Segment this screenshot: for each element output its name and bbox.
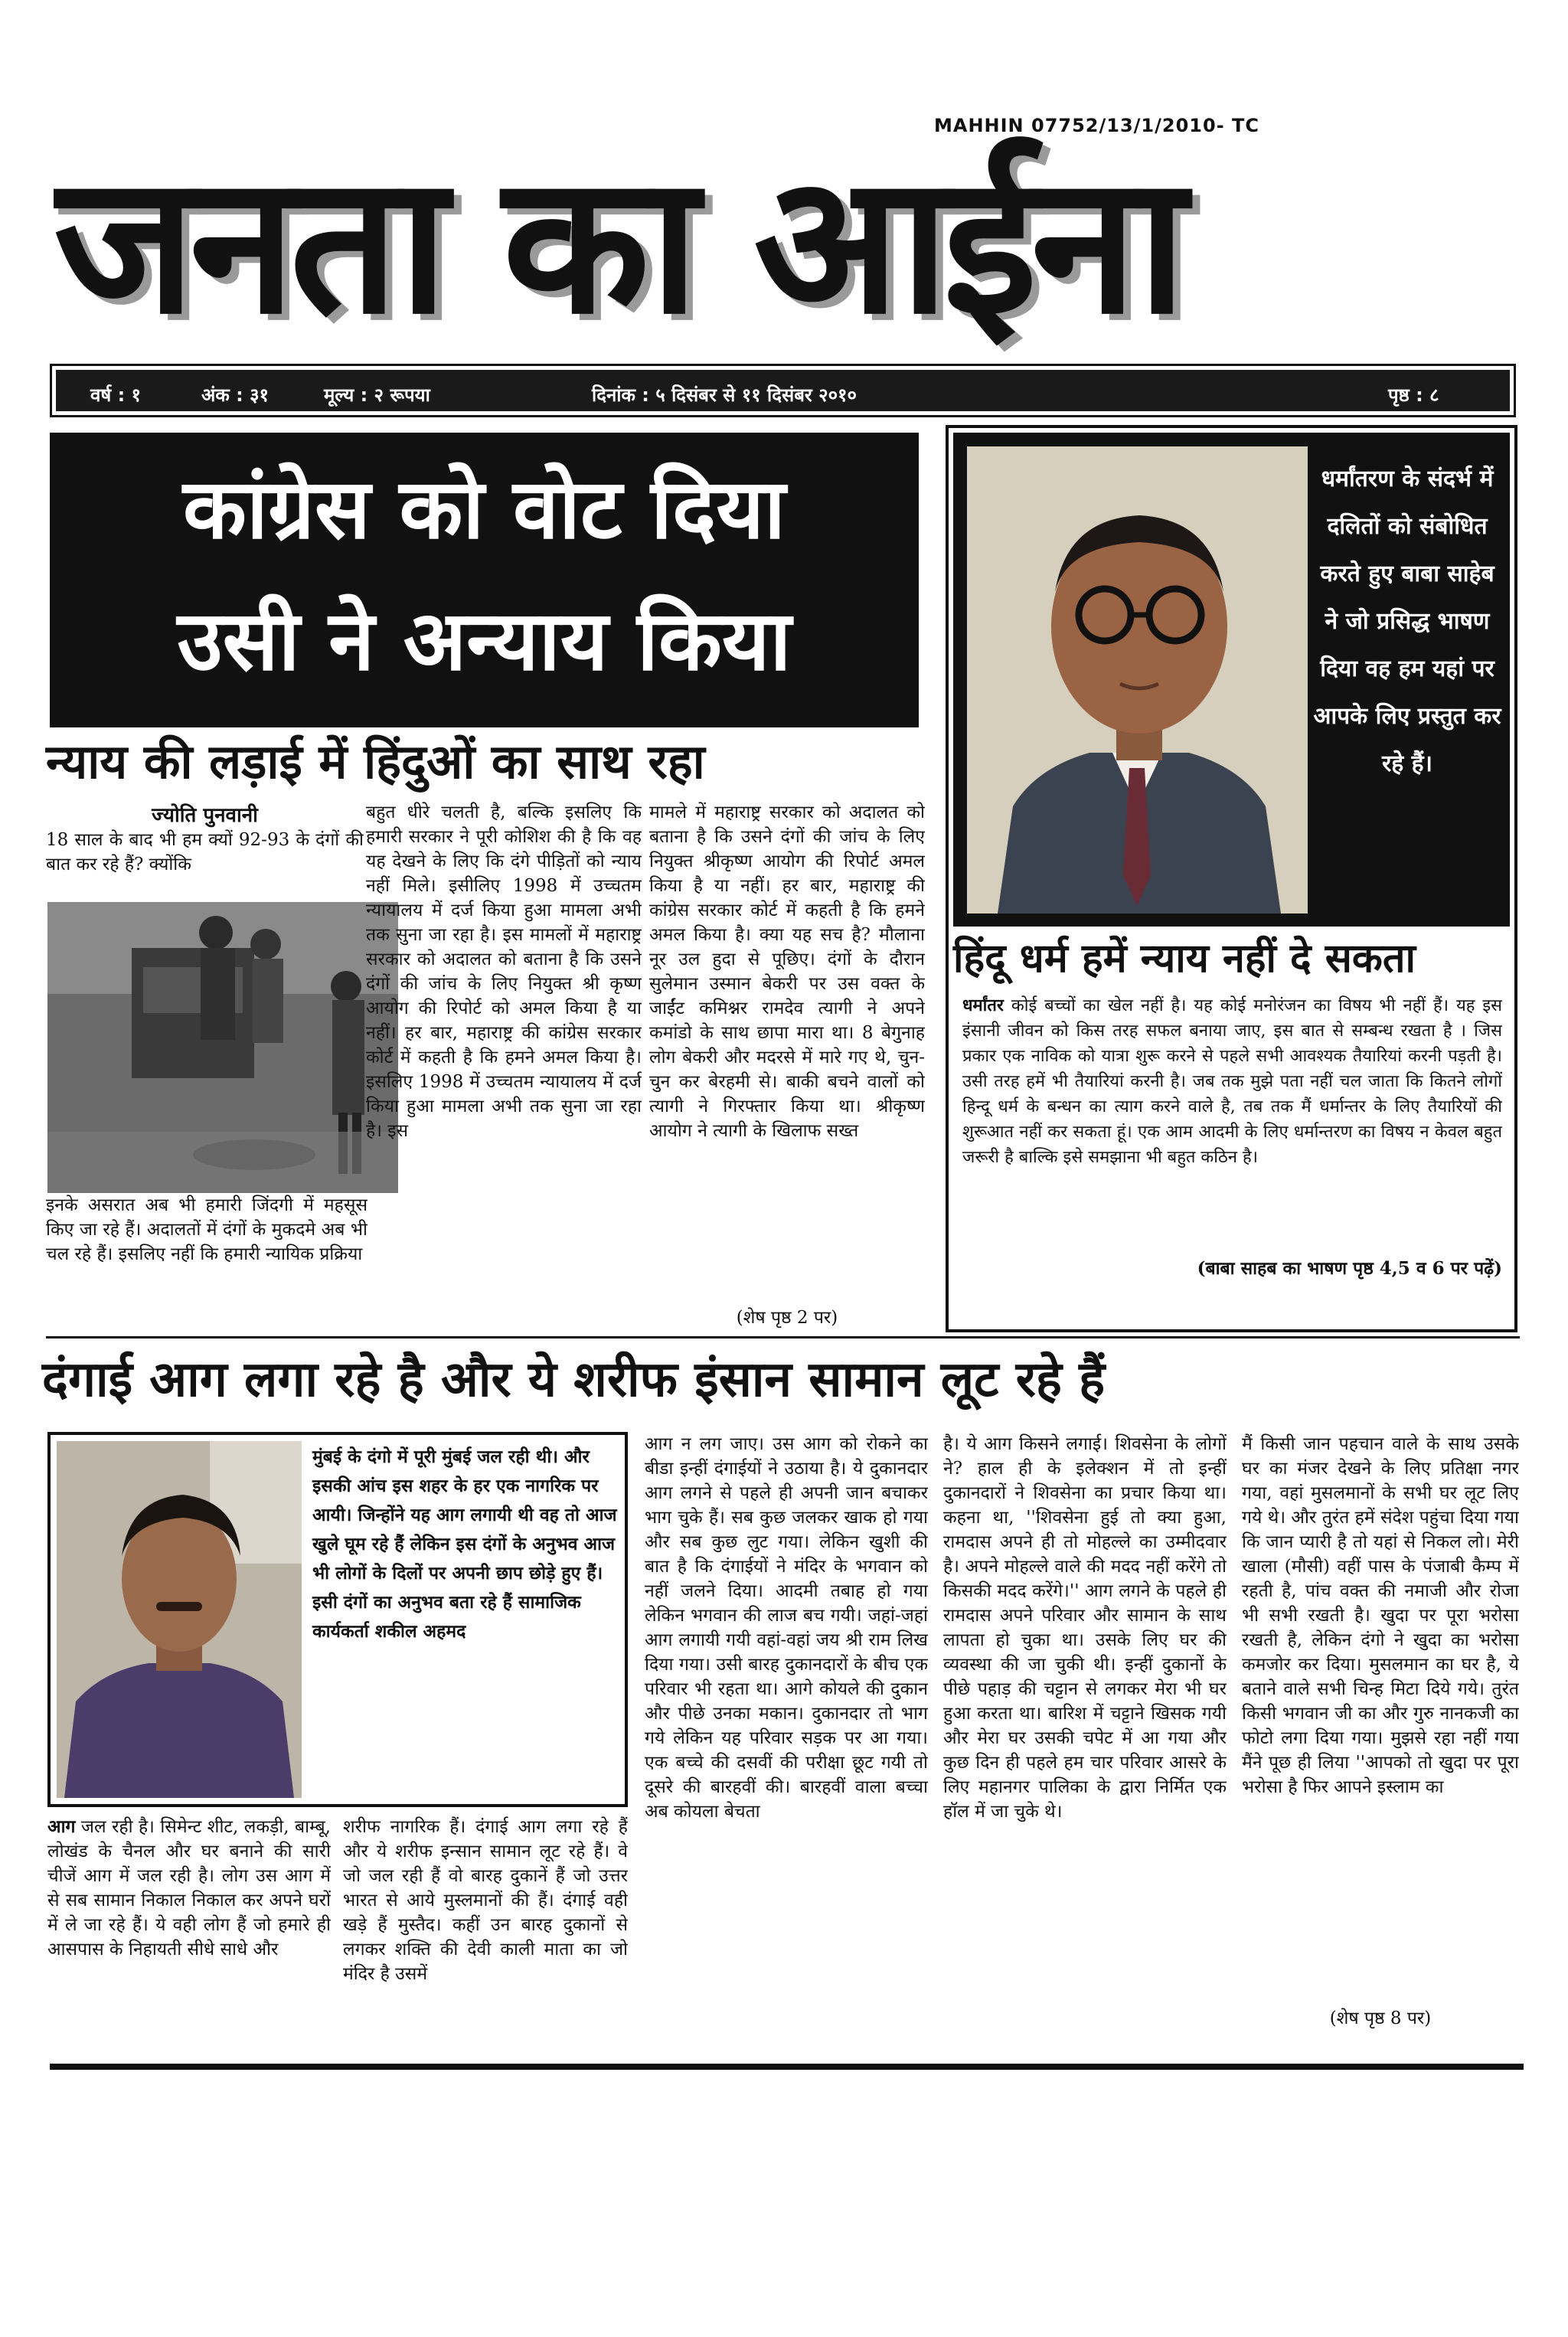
lead-word: धर्मांतर — [962, 995, 1004, 1015]
article-text: मैं किसी जान पहचान वाले के साथ उसके घर का मंजर देखने के लिए प्रतिक्षा नगर गया, वहां मुसलमानों के सभी घर लूट लिए गये थे। और तुरंत हमें संदेश पहुंचा दिया गया कि जान प्यारी है तो यहां से निकल लो। मेरी खाला (मौसी) वहीं पास के पंजाबी कैम्प में रहती है, पांच वक्त की नमाजी और रोजा भी सभी रखती है। खुदा पर पूरा भरोसा रखती है, लेकिन दंगो ने खुदा का भरोसा कमजोर कर दिया। मुसलमान का घर है, ये बताने वाले सभी चिन्ह मिटा दिये गये। तुरंत किसी भगवान जी का और गुरु नानकजी का फोटो लगा दिया गया। मुझसे रहा नहीं गया मैंने पूछ ही लिया ''आपको तो खुदा पर पूरा भरोसा है फिर आपने इस्लाम का — [1242, 1434, 1519, 1797]
byline: ज्योति पुनवानी — [152, 804, 258, 827]
shakeel-ahmed-photo — [57, 1441, 302, 1798]
issue-date: दिनांक : ५ दिसंबर से ११ दिसंबर २०१० — [592, 384, 858, 406]
bottom-rule — [50, 2064, 1524, 2070]
lead-headline-box — [50, 433, 919, 727]
lead-headline-line-1: कांग्रेस को वोट दिया — [183, 462, 786, 557]
issue-year: वर्ष : १ — [90, 384, 142, 406]
pullquote-box — [47, 1432, 628, 1807]
riot-police-photo — [47, 902, 398, 1193]
article-body: जल रही है। सिमेन्ट शीट, लकड़ी, बाम्बू, लोखंड के चैनल और घर बनाने की सारी चीजें आग में जल रही है। लोग उस आग में से सब सामान निकाल निकाल कर अपने घरों में ले जा रहे हैं। ये वही लोग हैं जो हमारे ही आसपास के निहायती सीधे साधे और — [47, 1817, 331, 1959]
speech-text — [962, 993, 1502, 1246]
continued-note: (शेष पृष्ठ 8 पर) — [1329, 2009, 1432, 2028]
section-divider — [46, 1336, 1520, 1338]
article-text: है। ये आग किसने लगाई। शिवसेना के लोगों ने? हाल ही के इलेक्शन में तो इन्हीं दुकानदारों ने शिवसेना का प्रचार किया था। कहना था, ''शिवसेना हुई तो क्या हुआ, रामदास अपने ही तो मोहल्ले का उम्मीदवार है। अपने मोहल्ले वाले की मदद नहीं करेंगे तो किसकी मदद करेंगे।'' आग लगने के पहले ही रामदास अपने परिवार और सामान के साथ लापता हो चुका था। उसके लिए घर की व्यवस्था की जा चुकी थी। इन्हीं दुकानों के पीछे पहाड़ की चट्टान से लगकर मेरा भी घर हुआ करता था। बारिश में चट्टाने खिसक गयी और मेरा घर उसकी चपेट में आ गया और कुछ दिन ही पहले हम चार परिवार आसरे के लिए महानगर पालिका के द्वारा निर्मित एक हॉल में जा चुके थे। — [943, 1434, 1227, 1822]
person-image — [57, 1441, 302, 1798]
ambedkar-story-box — [946, 425, 1517, 1332]
speech-body: कोई बच्चों का खेल नहीं है। यह कोई मनोरंजन का विषय भी नहीं हैं। यह इस इंसानी जीवन को किस तरह सफल बनाया जाए, इस बात से सम्बन्ध रखता है । जिस प्रकार एक नाविक को यात्रा शुरू करने से पहले सभी आवश्यक तैयारियां करनी पड़ती है। उसी तरह हमें भी तैयारियां करनी है। जब तक मुझे पता नहीं चल जाता कि कितने लोगों हिन्दू धर्म के बन्धन का त्याग करने वाले है, तब तक मैं धर्मान्तर के लिए तैयारियों की शुरूआत नहीं कर सकता हूं। एक आम आदमी के लिए धर्मान्तरण का विषय न केवल बहुत जरूरी है बाल्कि इसे समझाना भी बहुत कठिन है। — [962, 996, 1502, 1167]
article-text: शरीफ नागरिक हैं। दंगाई आग लगा रहे हैं और ये शरीफ इन्सान सामान लूट रहे हैं। वे जो जल रही हैं वो बारह दुकानें हैं जो उत्तर भारत से आये मुस्लमानों की हैं। दंगाई वही खड़े हैं मुस्तैद। कहीं उन बारह दुकानों से लगकर शक्ति की देवी काली माता का जो मंदिर है उसमें — [343, 1817, 628, 1984]
portrait-caption: धर्मांतरण के संदर्भ में दलितों को संबोधित करते हुए बाबा साहेब ने जो प्रसिद्ध भाषण दिया वह हम यहां पर आपके लिए प्रस्तुत कर रहे हैं। — [1313, 466, 1501, 777]
issue-number: अंक : ३१ — [201, 384, 270, 406]
lead-word: आग — [47, 1816, 76, 1837]
riot-scene-image — [47, 902, 398, 1193]
article-text: आग न लग जाए। उस आग को रोकने का बीडा इन्हीं दंगाईयों ने उठाया है। ये दुकानदार आग लगने से पहले ही अपनी जान बचाकर भाग चुके हैं। सब कुछ जलकर खाक हो गया और सब कुछ लुट गया। लेकिन खुशी की बात है कि दंगाईयों ने मंदिर के भगवान को नहीं जलने दिया। आदमी तबाह हो गया लेकिन भगवान की लाज बच गयी। जहां-जहां आग लगायी गयी वहां-वहां जय श्री राम लिख दिया गया। उसी बारह दुकानदारों के बीच एक परिवार भी रहता था। आगे कोयले की दुकान और पीछे उनका मकान। दुकानदार तो भाग गये लेकिन यह परिवार सड़क पर आ गया। एक बच्चे की दसवीं की परीक्षा छूट गयी तो दूसरे की बारहवीं की। बारहवीं वाला बच्चा अब कोयला बेचता — [645, 1434, 928, 1822]
lead-headline-line-2: उसी ने अन्याय किया — [177, 593, 792, 689]
portrait-panel — [953, 433, 1510, 927]
article-text: मामले में महाराष्ट्र सरकार को अदालत को बताना है कि उसने दंगों की जांच के लिए नियुक्त श्रीकृष्ण आयोग की रिपोर्ट अमल किया है या नहीं। हर बार, महाराष्ट्र की कांग्रेस सरकार कोर्ट में कहती है कि हमने अमल किया है। क्या यह सच है? मौलाना नूर उल हुदा से पूछिए। दंगों के दौरान सुलेमान उस्मान बेकरी पर उस वक्त के जाईंट कमिश्नर रामदेव त्यागी ने अपने कमांडो के साथ छापा मारा था। 8 बेगुनाह लोग बेकरी और मदरसे में मारे गए थे, चुन- चुन कर बेरहमी से। बाकी बचने वालों को त्यागी ने गिरफ्तार किया था। श्रीकृष्ण आयोग ने त्यागी के खिलाफ सख्त — [649, 802, 925, 1141]
issue-price: मूल्य : २ रूपया — [324, 384, 430, 406]
riot-story-headline: दंगाई आग लगा रहे है और ये शरीफ इंसान सामान लूट रहे हैं — [42, 1352, 1106, 1408]
article-text: 18 साल के बाद भी हम क्यों 92-93 के दंगों की बात कर रहे हैं? क्योंकि — [46, 830, 364, 874]
article-text: इनके असरात अब भी हमारी जिंदगी में महसूस किए जा रहे हैं। अदालतों में दंगों के मुकदमे अब भी चल रहे हैं। इसलिए नहीं कि हमारी न्यायिक प्रक्रिया — [46, 1195, 368, 1264]
issue-info-bar — [50, 364, 1516, 417]
page-number: पृष्ठ : ८ — [1388, 384, 1439, 406]
continued-note: (बाबा साहब का भाषण पृष्ठ 4,5 व 6 पर पढ़ें) — [1197, 1258, 1502, 1279]
lead-subheadline: न्याय की लड़ाई में हिंदुओं का साथ रहा — [46, 734, 705, 789]
ambedkar-headline: हिंदू धर्म हमें न्याय नहीं दे सकता — [953, 936, 1416, 982]
newspaper-masthead: जनता का आईना — [54, 133, 1181, 356]
article-text: बहुत धीरे चलती है, बल्कि इसलिए कि हमारी सरकार ने पूरी कोशिश की है कि वह यह देखने के लिए कि दंगे पीड़ितों को न्याय नहीं मिले। इसीलिए 1998 में उच्चतम न्यायालय में दर्ज किया हुआ मामला अभी तक सुना जा रहा है। इस मामलों में महाराष्ट्र सरकार को अदालत को बताना है कि उसने दंगों की जांच के लिए नियुक्त श्री कृष्ण आयोग की रिपोर्ट को अमल किया है या नहीं। हर बार, महाराष्ट्र की कांग्रेस सरकार कोर्ट में कहती है कि हमने अमल किया है। इसलिए 1998 में उच्चतम न्यायालय में दर्ज किया हुआ मामला अभी तक सुना जा रहा है। इस — [366, 802, 642, 1141]
article-text — [47, 1815, 331, 2044]
ambedkar-portrait — [967, 446, 1308, 914]
pullquote-text: मुंबई के दंगो में पूरी मुंबई जल रही थी। और इसकी आंच इस शहर के हर एक नागरिक पर आयी। जिन्होंने यह आग लगायी थी वह तो आज खुले घूम रहे हैं लेकिन इस दंगों के अनुभव आज भी लोगों के दिलों पर अपनी छाप छोड़े हुए हैं। इसी दंगों का अनुभव बता रहे हैं सामाजिक कार्यकर्ता शकील अहमद — [312, 1447, 617, 1642]
continued-note: (शेष पृष्ठ 2 पर) — [736, 1308, 838, 1328]
registration-number: MAHHIN 07752/13/1/2010- TC — [934, 115, 1259, 136]
portrait-image — [967, 446, 1308, 914]
